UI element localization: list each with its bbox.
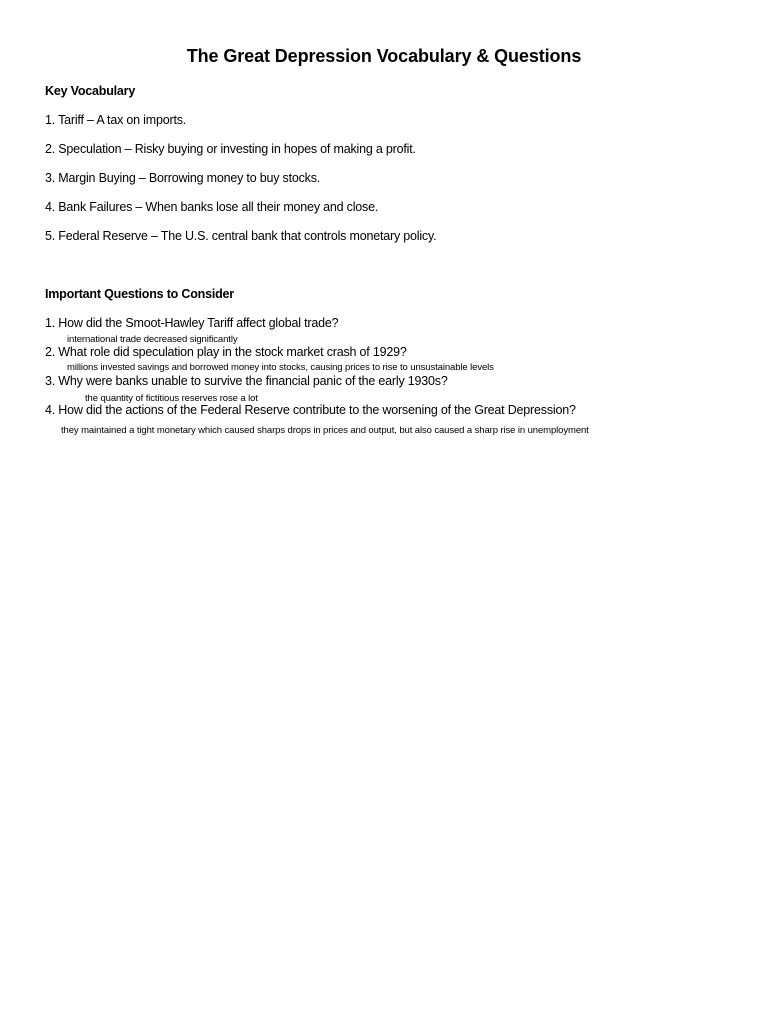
question-2: 2. What role did speculation play in the stock market crash of 1929? [45, 345, 407, 359]
question-4: 4. How did the actions of the Federal Reserve contribute to the worsening of the Great Depression? [45, 403, 576, 417]
answer-2: millions invested savings and borrowed money into stocks, causing prices to rise to unsustainable levels [67, 362, 494, 373]
questions-heading: Important Questions to Consider [45, 287, 234, 301]
document-title: The Great Depression Vocabulary & Questions [186, 46, 582, 66]
vocabulary-item-bank-failures: 4. Bank Failures – When banks lose all their money and close. [45, 200, 379, 214]
vocabulary-item-speculation: 2. Speculation – Risky buying or investing in hopes of making a profit. [45, 142, 416, 156]
question-1: 1. How did the Smoot-Hawley Tariff affect global trade? [45, 316, 339, 330]
vocabulary-item-margin-buying: 3. Margin Buying – Borrowing money to buy stocks. [45, 171, 321, 185]
vocabulary-item-tariff: 1. Tariff – A tax on imports. [45, 113, 187, 127]
answer-1: international trade decreased significantly [67, 334, 238, 345]
answer-4: they maintained a tight monetary which caused sharps drops in prices and output, but also caused a sharp rise in unemployment [61, 425, 589, 436]
vocabulary-heading: Key Vocabulary [45, 84, 136, 98]
question-3: 3. Why were banks unable to survive the financial panic of the early 1930s? [45, 374, 448, 388]
vocabulary-item-federal-reserve: 5. Federal Reserve – The U.S. central bank that controls monetary policy. [45, 229, 437, 243]
answer-3: the quantity of fictitious reserves rose a lot [85, 393, 258, 404]
